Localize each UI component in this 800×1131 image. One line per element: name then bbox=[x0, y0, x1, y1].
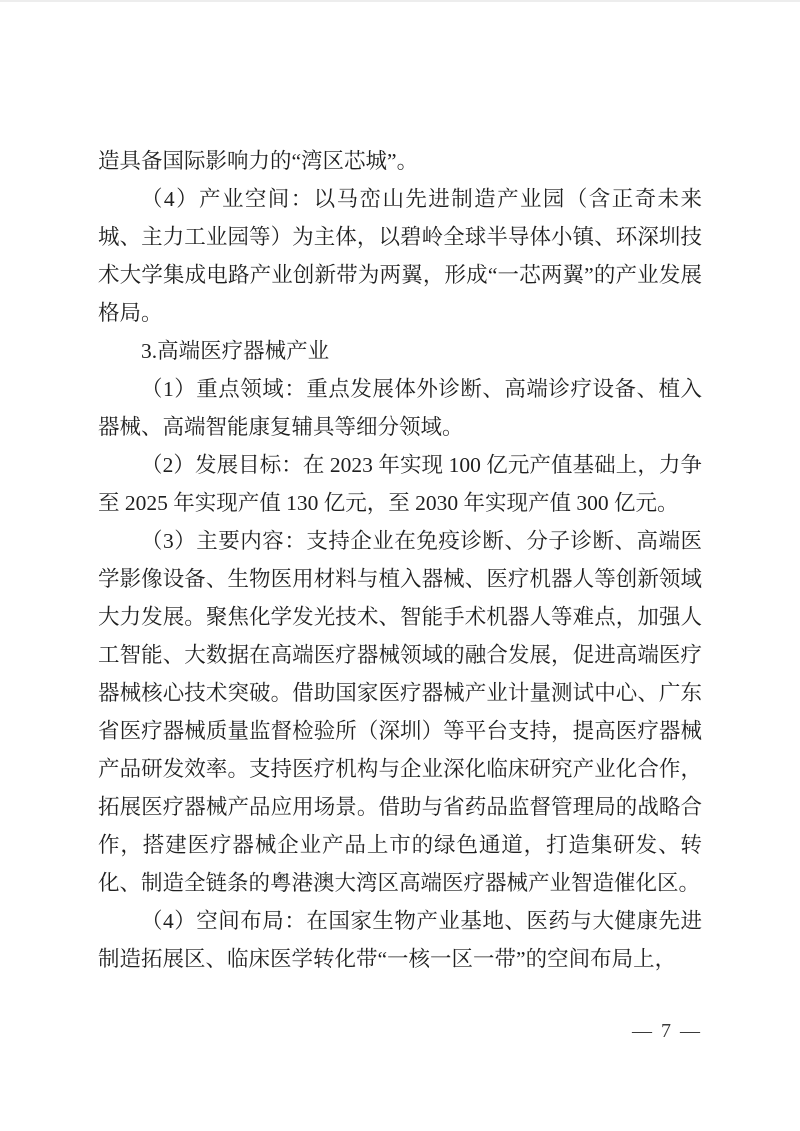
body-text bbox=[98, 142, 702, 978]
paragraph-4-spatial-layout: （4）空间布局：在国家生物产业基地、医药与大健康先进制造拓展区、临床医学转化带“一核一区一带”的空间布局上， bbox=[98, 909, 702, 971]
paragraph-continuation-bay-chip-city: 造具备国际影响力的“湾区芯城”。 bbox=[98, 149, 419, 173]
paragraph-3-main-content: （3）主要内容：支持企业在免疫诊断、分子诊断、高端医学影像设备、生物医用材料与植入器械、医疗机器人等创新领域大力发展。聚焦化学发光技术、智能手术机器人等难点，加强人工智能、大数据在高端医疗器械领域的融合发展，促进高端医疗器械核心技术突破。借助国家医疗器械产业计量测试中心、广东省医疗器械质量监督检验所（深圳）等平台支持，提高医疗器械产品研发效率。支持医疗机构与企业深化临床研究产业化合作，拓展医疗器械产品应用场景。借助与省药品监督管理局的战略合作，搭建医疗器械企业产品上市的绿色通道，打造集研发、转化、制造全链条的粤港澳大湾区高端医疗器械产业智造催化区。 bbox=[98, 529, 702, 895]
page-number: — 7 — bbox=[632, 1020, 702, 1042]
paragraph-4-industry-space: （4）产业空间：以马峦山先进制造产业园（含正奇未来城、主力工业园等）为主体，以碧岭全球半导体小镇、环深圳技术大学集成电路产业创新带为两翼，形成“一芯两翼”的产业发展格局。 bbox=[98, 187, 702, 325]
heading-3-high-end-medical-devices: 3.高端医疗器械产业 bbox=[141, 339, 330, 363]
paragraph-1-key-areas: （1）重点领域：重点发展体外诊断、高端诊疗设备、植入器械、高端智能康复辅具等细分领域。 bbox=[98, 377, 702, 439]
paragraph-2-development-goals: （2）发展目标：在 2023 年实现 100 亿元产值基础上，力争至 2025 年实现产值 130 亿元，至 2030 年实现产值 300 亿元。 bbox=[98, 453, 702, 515]
scan-edge-artifact bbox=[0, 0, 800, 2]
